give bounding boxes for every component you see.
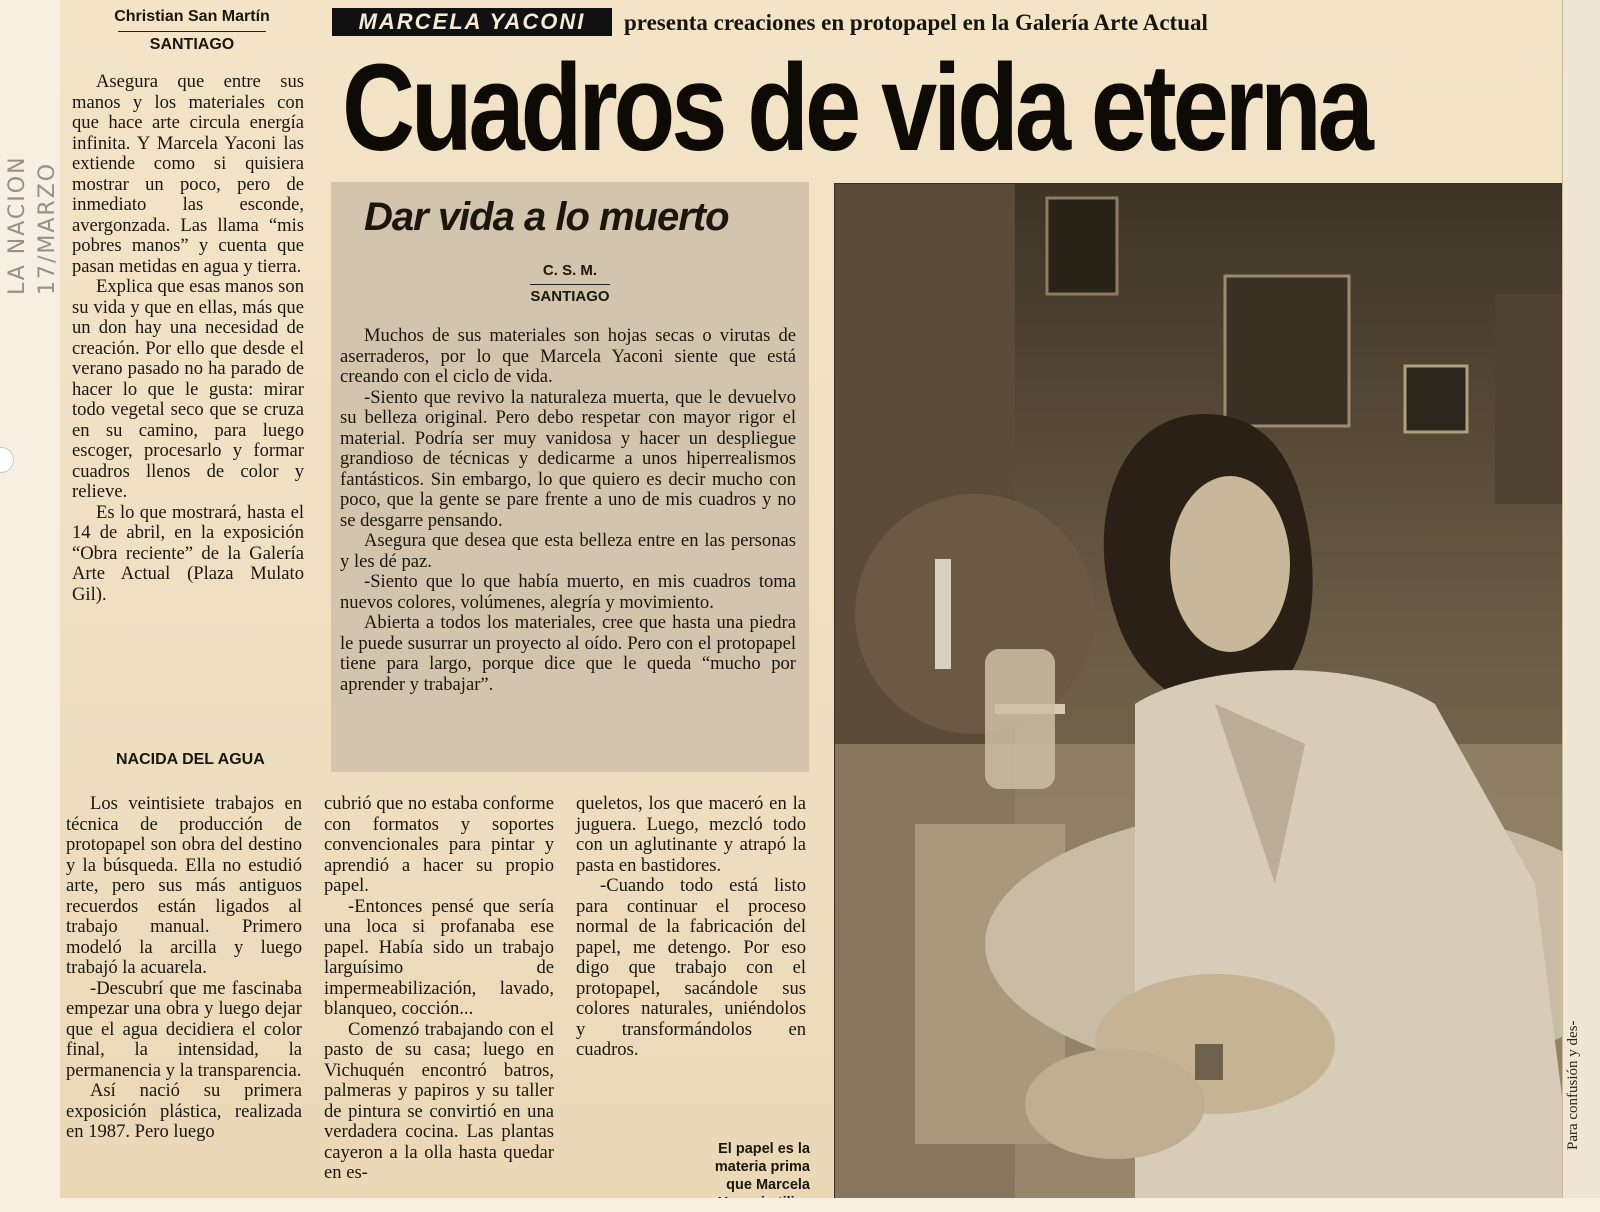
handwritten-margin-note: LA NACION 17/MARZO bbox=[5, 155, 60, 295]
paragraph: Es lo que mostrará, hasta el 14 de abril, en la exposición “Obra reciente” de la Galería Arte Actual (Plaza Mulato Gil). bbox=[72, 501, 304, 605]
paragraph: -Siento que lo que había muerto, en mis cuadros toma nuevos colores, volúmenes, alegría y movimiento. bbox=[340, 571, 796, 613]
paragraph: -Descubrí que me fascinaba empezar una obra y luego dejar que el agua decidiera el color final, la intensidad, la permanencia y la transparencia. bbox=[66, 977, 302, 1081]
paragraph: Así nació su primera exposición plástica, realizada en 1987. Pero luego bbox=[66, 1080, 302, 1142]
author-city: SANTIAGO bbox=[149, 36, 235, 53]
byline-rule bbox=[118, 31, 266, 32]
sidebar-byline-rule bbox=[530, 284, 610, 285]
column-1-continued bbox=[66, 794, 302, 1143]
paragraph: Abierta a todos los materiales, cree que hasta una piedra le puede susurrar un proyecto al oído. Pero con el protopapel tiene para largo, porque dice que le queda “mucho por aprender y trabajar”. bbox=[340, 612, 796, 695]
column-2-text bbox=[324, 794, 554, 1184]
paragraph: -Siento que revivo la naturaleza muerta, que le devuelvo su belleza original. Pero debo respetar con mayor rigor el material. Podría ser muy vanidosa y hacer un despliegue grandioso de técnicas y dedicarme a unos hiperrealismos fantásticos. Sin embargo, lo que quiero es decir mucho con poco, que la gente se pare frente a uno de mis cuadros y no se desgarre pensando. bbox=[340, 386, 796, 531]
sidebar-initials: C. S. M. bbox=[542, 262, 598, 279]
sidebar-text bbox=[340, 326, 796, 695]
paragraph: -Entonces pensé que sería una loca si profanaba ese papel. Había sido un trabajo larguísimo de impermeabilización, lavado, blanqueo, cocción... bbox=[324, 895, 554, 1019]
column-1-text bbox=[72, 72, 304, 605]
photo-image bbox=[835, 184, 1575, 1199]
author-name: Christian San Martín bbox=[114, 8, 270, 25]
paragraph: Asegura que entre sus manos y los materiales con que hace arte circula energía infinita. Y Marcela Yaconi las extiende como si quisiera mostrar un poco, pero de inmediato las esconde, avergonzada. Las llama “mis pobres manos” y cuenta que pasan metidas en agua y tierra. bbox=[72, 71, 304, 277]
article-photo bbox=[834, 183, 1576, 1200]
kicker-name-box: MARCELA YACONI bbox=[332, 8, 612, 36]
edge-text-fragment: Para confusión y des- bbox=[1565, 1020, 1581, 1150]
kicker-text: presenta creaciones en protopapel en la Galería Arte Actual bbox=[624, 10, 1208, 35]
sidebar-title: Dar vida a lo muerto bbox=[364, 195, 729, 239]
photo-caption: El papel es la materia prima que Marcela bbox=[714, 1141, 810, 1193]
headline: Cuadros de vida eterna bbox=[342, 40, 1370, 177]
scan-margin-bottom bbox=[0, 1198, 1600, 1212]
paragraph: cubrió que no estaba conforme con formatos y soportes convencionales para pintar y aprendió a hacer su propio papel. bbox=[324, 793, 554, 896]
sidebar-city: SANTIAGO bbox=[530, 288, 610, 305]
paragraph: Asegura que desea que esta belleza entre en las personas y les dé paz. bbox=[340, 530, 796, 572]
paragraph: -Cuando todo está listo para continuar el proceso normal de la fabricación del papel, me detengo. Por eso digo que trabajo con el protopapel, sacándole sus colores naturales, uniéndolos y transformándolos en cuadros. bbox=[576, 875, 806, 1060]
paragraph: Comenzó trabajando con el pasto de su casa; luego en Vichuquén encontró batros, palmeras y papiros y su taller de pintura se convirtió en una verdadera cocina. Las plantas cayeron a la olla hasta quedar en es- bbox=[324, 1018, 554, 1183]
paragraph: Muchos de sus materiales son hojas secas o virutas de aserraderos, por lo que Marcela Yaconi siente que está creando con el ciclo de vida. bbox=[340, 325, 796, 387]
paragraph: queletos, los que maceró en la juguera. Luego, mezcló todo con un aglutinante y atrapó la pasta en bastidores. bbox=[576, 793, 806, 876]
paragraph: Explica que esas manos son su vida y que en ellas, más que un don hay una necesidad de creación. Por ello que desde el verano pasado no ha parado de hacer lo que le gusta: mirar todo vegetal seco que se cruza en su camino, para luego escoger, procesarlo y formar cuadros llenos de color y relieve. bbox=[72, 276, 304, 502]
paragraph: Los veintisiete trabajos en técnica de producción de protopapel son obra del destino y la búsqueda. Ella no estudió arte, pero sus más antiguos recuerdos están ligados al trabajo manual. Primero modeló la arcilla y luego trabajó la acuarela. bbox=[66, 793, 302, 978]
section-subhead: NACIDA DEL AGUA bbox=[116, 751, 265, 768]
column-3-text bbox=[576, 794, 806, 1061]
